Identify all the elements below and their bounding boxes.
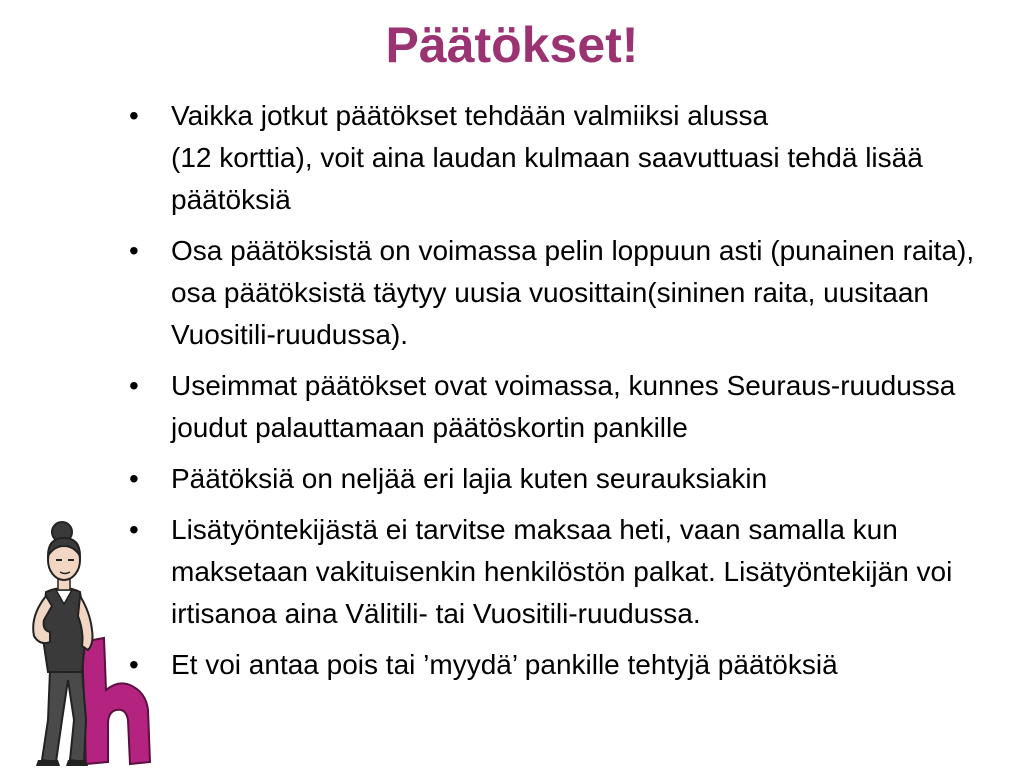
bullet-icon: • bbox=[129, 235, 139, 266]
bullet-text: Vaikka jotkut päätökset tehdään valmiiksi alussa (12 korttia), voit aina laudan kulmaan saavuttuasi tehdä lisää päätöksiä bbox=[171, 100, 923, 215]
bullet-item bbox=[125, 644, 1015, 686]
slide-title: Päätökset! bbox=[385, 17, 639, 73]
woman-with-letter-h-icon bbox=[20, 520, 170, 768]
bullet-item bbox=[125, 95, 1015, 221]
bullet-text: Useimmat päätökset ovat voimassa, kunnes Seuraus-ruudussa joudut palauttamaan päätöskortin pankille bbox=[171, 370, 956, 443]
bullet-item bbox=[125, 365, 1015, 449]
bullet-icon: • bbox=[129, 370, 139, 401]
bullet-item bbox=[125, 230, 1015, 356]
bullet-text: Lisätyöntekijästä ei tarvitse maksaa heti, vaan samalla kun maksetaan vakituisenkin henkilöstön palkat. Lisätyöntekijän voi irtisanoa aina Välitili- tai Vuositili-ruudussa. bbox=[171, 514, 953, 629]
bullet-text: Et voi antaa pois tai ’myydä’ pankille tehtyjä päätöksiä bbox=[171, 649, 838, 680]
bullet-icon: • bbox=[129, 100, 139, 131]
bullet-text: Päätöksiä on neljää eri lajia kuten seurauksiakin bbox=[171, 463, 768, 494]
bullet-icon: • bbox=[129, 463, 139, 494]
bullet-list bbox=[125, 95, 1015, 695]
bullet-item bbox=[125, 458, 1015, 500]
bullet-text: Osa päätöksistä on voimassa pelin loppuun asti (punainen raita), osa päätöksistä täytyy uusia vuosittain(sininen raita, uusitaan Vuositili-ruudussa). bbox=[171, 235, 975, 350]
bullet-icon: • bbox=[129, 649, 139, 680]
bullet-item bbox=[125, 509, 1015, 635]
letter-h-shape bbox=[82, 638, 150, 764]
bullet-icon: • bbox=[129, 514, 139, 545]
